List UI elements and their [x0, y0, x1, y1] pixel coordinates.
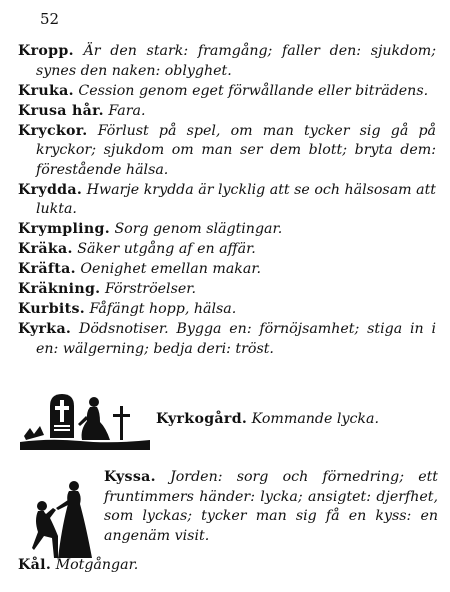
definition: Säker utgång af en affär.: [77, 241, 256, 257]
headword: Krukа.: [18, 82, 74, 99]
headword: Krusa hår.: [18, 102, 104, 119]
definition: Hwarje krydda är lycklig att se och hälsosam att lukta.: [36, 181, 436, 217]
headword: Kräfta.: [18, 261, 76, 277]
entry-krusa-har: [18, 102, 436, 122]
entry-kruka: [18, 82, 436, 102]
grave-scene-icon: [20, 388, 150, 450]
definition: Jorden: sorg och förnedring; ett fruntimmers händer: lycka; ansigtet: djerfhet, som lyckas; tycker man sig få en kyss: en angenäm visit.: [104, 469, 438, 544]
headword: Kropp.: [18, 43, 74, 59]
headword: Kryckor.: [18, 122, 88, 139]
entry-kurbits: [18, 300, 436, 320]
definition: Är den stark: framgång; faller den: sjukdom; synes den naken: oblyghet.: [36, 43, 436, 79]
definition: Fara.: [108, 102, 146, 119]
headword: Kyrkogård.: [156, 411, 248, 427]
entry-krympling: [18, 220, 436, 240]
definition: Fåfängt hopp, hälsa.: [89, 301, 237, 317]
headword: Kräka.: [18, 241, 73, 257]
entry-kryckor: [18, 122, 436, 181]
headword: Krympling.: [18, 221, 110, 237]
headword: Krydda.: [18, 181, 83, 198]
entry-kal: [18, 556, 138, 576]
headword: Kräkning.: [18, 281, 101, 297]
entry-krydda: [18, 181, 436, 220]
entry-kyrkogard: [156, 410, 379, 430]
entry-kyssa: [104, 468, 438, 546]
entry-kraka: [18, 240, 436, 260]
definition: Oenighet emellan makar.: [80, 261, 262, 277]
headword: Kål.: [18, 557, 52, 573]
page-number: 52: [40, 10, 60, 28]
headword: Kyrka.: [18, 321, 72, 337]
entry-krakning: [18, 280, 436, 300]
definition: Cession genom eget förwållande eller biträdens.: [78, 82, 429, 99]
entry-kropp: [18, 42, 436, 81]
definition: Motgångar.: [55, 557, 139, 573]
definition: Förlust på spel, om man tycker sig gå på kryckor; sjukdom om man ser dem blott; bryta dem: förestående hälsa.: [36, 122, 436, 178]
definition: Förströelser.: [104, 281, 196, 297]
definition: Sorg genom slägtingar.: [114, 221, 283, 237]
definition: Dödsnotiser. Bygga en: förnöjsamhet; stiga in i en: wälgerning; bedja deri: tröst.: [36, 321, 436, 357]
headword: Kurbits.: [18, 301, 85, 317]
definition: Kommande lycka.: [251, 411, 379, 427]
kissing-hand-scene-icon: [20, 478, 102, 560]
entry-krafta: [18, 260, 436, 280]
entry-list: [18, 42, 436, 360]
headword: Kyssa.: [104, 469, 156, 485]
entry-kyrka: [18, 320, 436, 359]
